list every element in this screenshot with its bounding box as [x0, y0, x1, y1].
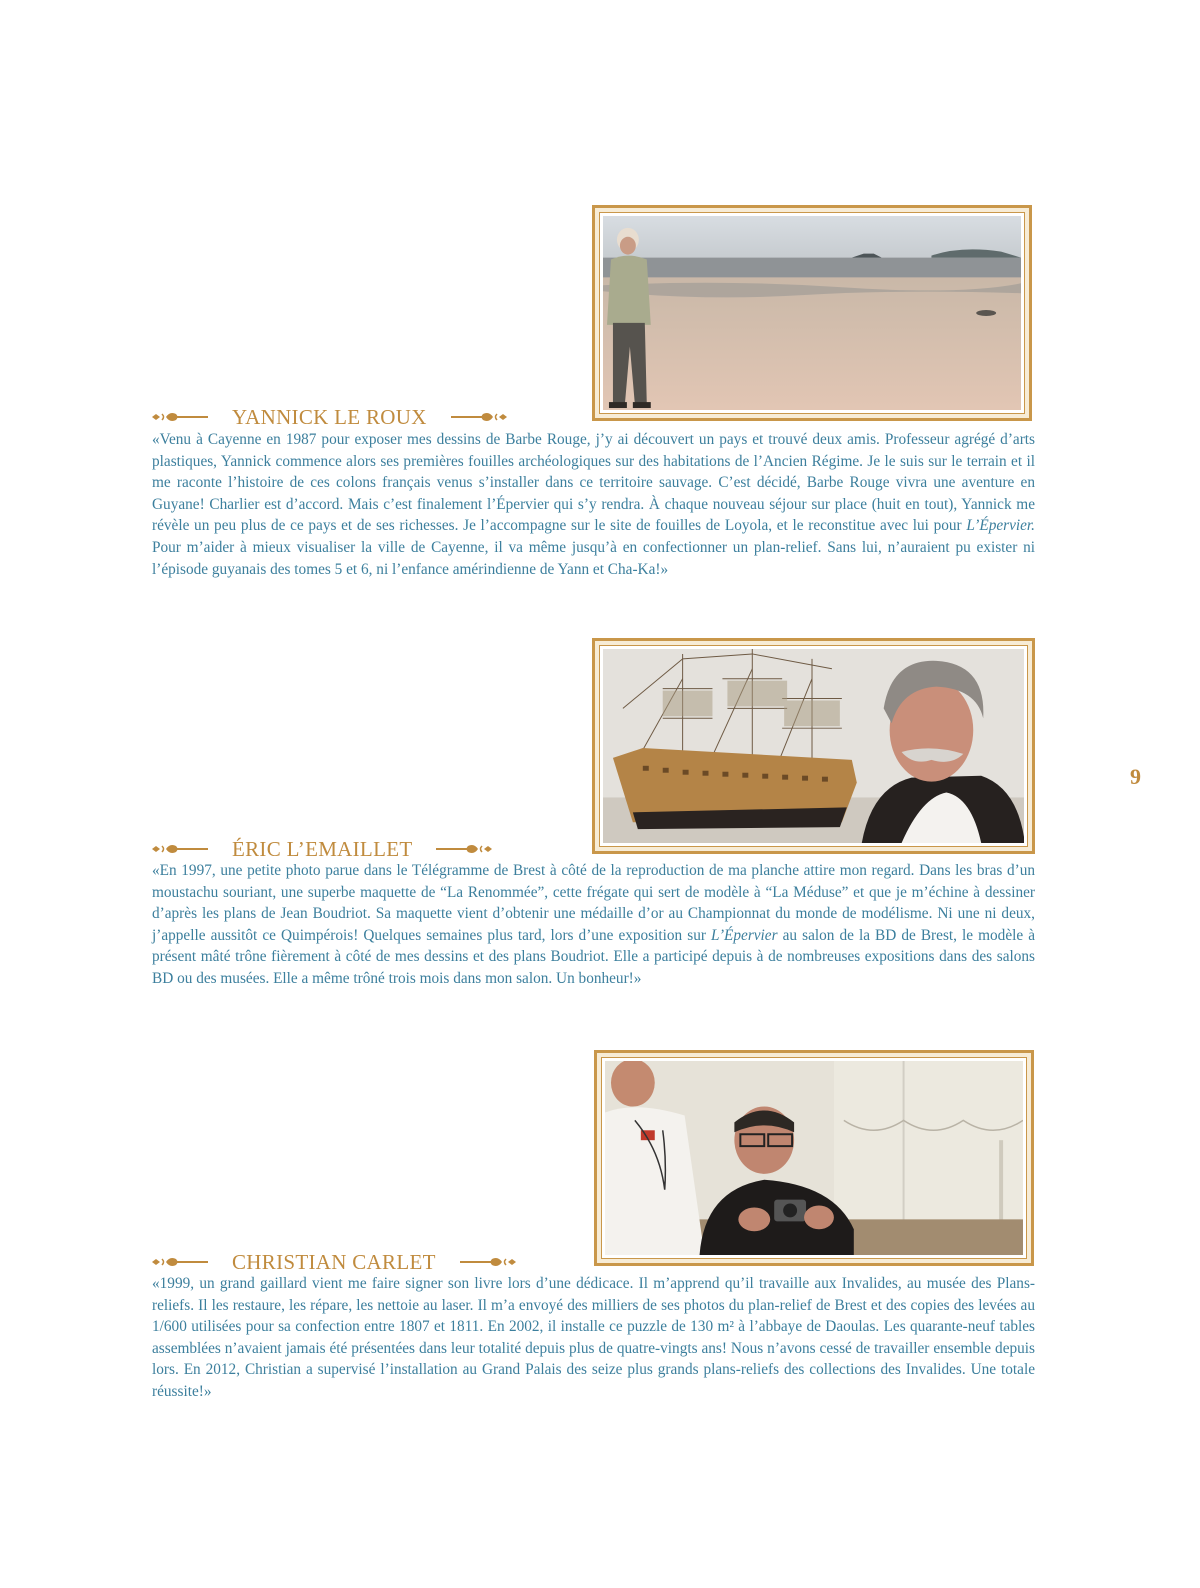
bio-eric-lemaillet: «En 1997, une petite photo parue dans le Télégramme de Brest à côté de la reproduction de ma planche attire mon regard. Dans les bras d’un moustachu souriant, une superbe maquette de “La Renommée”, cette frégate qui sert de modèle à “La Méduse” et que je m’échine à dessiner d’après les plans de Jean Boudriot. Sa maquette vient d’obtenir une médaille d’or au Championnat du monde de modélisme. Ni une ni deux, j’appelle aussitôt ce Quimpérois! Quelques semaines plus tard, lors d’une exposition sur L’Épervier au salon de la BD de Brest, le modèle à présent mâté trône fièrement à côté de mes dessins et des plans Boudriot. Elle a participé depuis à de nombreuses expositions dans des salons BD ou des musées. Elle a même trôné trois mois dans mon salon. Un bonheur!» [152, 862, 1035, 987]
bio-yannick-le-roux: «Venu à Cayenne en 1987 pour exposer mes dessins de Barbe Rouge, j’y ai découvert un pays et trouvé deux amis. Professeur agrégé d’arts plastiques, Yannick commence alors ses premières fouilles archéologiques sur des habitations de l’Ancien Régime. Je le suis sur le terrain et il me raconte l’histoire de ces colons français venus s’installer dans ce territoire sauvage. C’est décidé, Barbe Rouge vivra une aventure en Guyane! Charlier est d’accord. Mais c’est finalement l’Épervier qui s’y rendra. À chaque nouveau séjour sur place (huit en tout), Yannick me révèle un peu plus de ce pays et de ses richesses. Je l’accompagne sur le site de fouilles de Loyola, et le reconstitue avec lui pour L’Épervier. Pour m’aider à mieux visualiser la ville de Cayenne, il va même jusqu’à en confectionner un plan-relief. Sans lui, n’auraient pu exister ni l’épisode guyanais des tomes 5 et 6, ni l’enfance amérindienne de Yann et Cha-Ka!» [152, 431, 1035, 578]
name-eric-lemaillet: ÉRIC L’EMAILLET [232, 836, 413, 861]
ornament-right-icon [458, 1254, 518, 1270]
ornament-right-icon [449, 409, 509, 425]
name-yannick-le-roux: YANNICK LE ROUX [232, 404, 427, 429]
ornament-left-icon [150, 841, 210, 857]
photo-man-with-ship-model [603, 649, 1024, 843]
name-christian-carlet: CHRISTIAN CARLET [232, 1249, 436, 1274]
photo-frame-christian [594, 1050, 1034, 1266]
photo-man-on-beach [603, 216, 1021, 410]
photo-frame-eric [592, 638, 1035, 854]
ornament-left-icon [150, 409, 210, 425]
ornament-right-icon [434, 841, 494, 857]
photo-frame-yannick [592, 205, 1032, 421]
ornament-left-icon [150, 1254, 210, 1270]
page-number: 9 [1130, 764, 1141, 789]
bio-christian-carlet: «1999, un grand gaillard vient me faire signer son livre lors d’une dédicace. Il m’apprend qu’il travaille aux Invalides, au musée des Plans-reliefs. Il les restaure, les répare, les nettoie au laser. Il m’a envoyé des milliers de ses photos du plan-relief de Brest et des copies des levées au 1/600 utilisées pour sa confection entre 1807 et 1811. En 2002, il installe ce puzzle de 130 m² à l’abbaye de Daoulas. Les quarante-neuf tables assemblées n’avaient jamais été présentées dans leur totalité depuis plus de quatre-vingts ans! Nous n’avons cessé de travailler ensemble depuis lors. En 2012, Christian a supervisé l’installation au Grand Palais des seize plus grands plans-reliefs des collections des Invalides. Une totale réussite!» [152, 1275, 1035, 1400]
photo-two-men-with-camera [605, 1061, 1023, 1255]
heading-yannick-le-roux [150, 402, 509, 432]
